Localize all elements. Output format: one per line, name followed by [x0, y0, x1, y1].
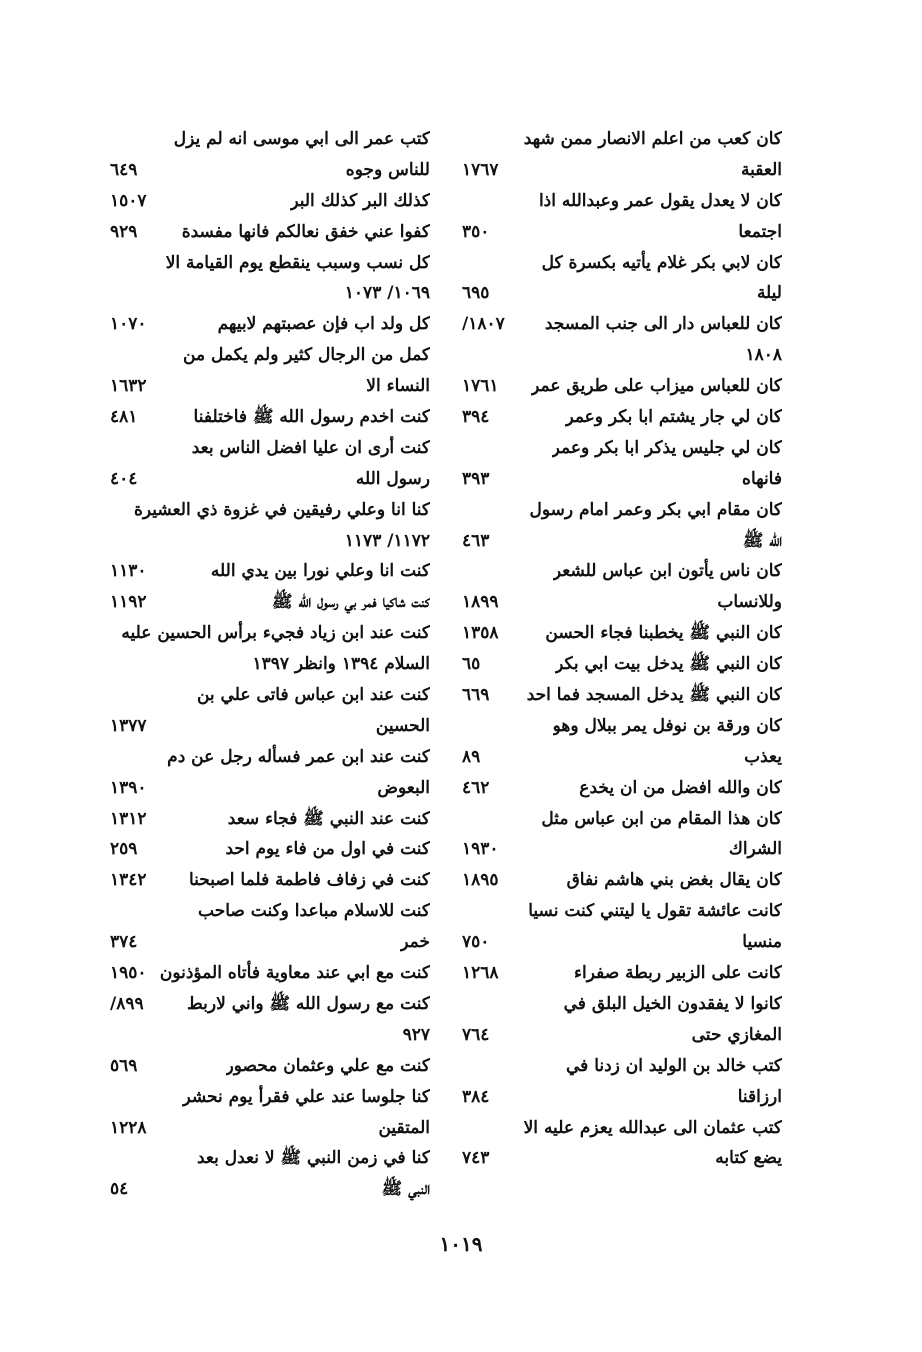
entry-text: كان والله افضل من ان يخدع	[579, 777, 782, 798]
index-entry-line	[462, 742, 782, 773]
index-entry-line	[462, 433, 782, 464]
index-entry-line	[110, 958, 430, 989]
entry-text: الله ﷺ	[742, 530, 782, 551]
entry-text: كان للعباس ميزاب على طريق عمر	[531, 376, 782, 397]
index-entry-line	[110, 464, 430, 495]
entry-number: ٤٦٢	[462, 777, 490, 798]
entry-text: كنت انا وعلي نورا بين يدي الله	[210, 561, 430, 582]
index-entry-line	[110, 1143, 430, 1174]
entry-text: ارزاقنا	[737, 1086, 782, 1107]
entry-text: كل ولد اب فإن عصبتهم لابيهم	[217, 314, 430, 335]
entry-number: ١١٣٠	[110, 561, 147, 582]
index-entry-line	[462, 927, 782, 958]
entry-text: النبي ﷺ	[381, 1179, 430, 1200]
index-entry-line	[110, 556, 430, 587]
entry-text: فانهاه	[742, 468, 782, 489]
entry-number: ١٥٠٧	[110, 190, 147, 211]
entry-number: ١٨٩٥	[462, 870, 499, 891]
entry-number: ٦٥	[462, 654, 481, 675]
entry-text: كان هذا المقام من ابن عباس مثل	[541, 808, 782, 829]
entry-number: ١٣٧٧	[110, 715, 147, 736]
entry-number: ١٣٩٠	[110, 777, 147, 798]
index-entry-line	[462, 896, 782, 927]
entry-text: كل نسب وسبب ينقطع يوم القيامة الا	[165, 252, 430, 273]
entry-text: كنت مع علي وعثمان محصور	[225, 1055, 430, 1076]
entry-text: وللانساب	[717, 592, 782, 613]
index-entry-line	[110, 371, 430, 402]
entry-text: يعذب	[744, 746, 782, 767]
entry-text: كنت للاسلام مباعدا وكنت صاحب	[198, 901, 430, 922]
entry-text: البعوض	[377, 777, 430, 798]
entry-text: منسيا	[742, 932, 782, 953]
entry-text: كنت عند ابن عباس فاتى علي بن	[196, 685, 430, 706]
entry-text: كان لي جار يشتم ابا بكر وعمر	[565, 407, 782, 428]
index-entry-line	[462, 309, 782, 340]
index-entry-line	[110, 309, 430, 340]
entry-text: كان النبي ﷺ يدخل المسجد فما احد	[526, 685, 782, 706]
index-entry-line	[110, 1051, 430, 1082]
entry-text: كتب عمر الى ابي موسى انه لم يزل	[173, 129, 430, 149]
index-entry-line	[462, 958, 782, 989]
index-entry-line	[110, 217, 430, 248]
index-entry-line	[110, 526, 430, 557]
entry-number: ٧٦٤	[462, 1024, 490, 1045]
entry-text: كان ناس يأتون ابن عباس للشعر	[552, 561, 782, 582]
index-entry-line	[462, 217, 782, 248]
entry-text: كان النبي ﷺ يخطبنا فجاء الحسن	[545, 623, 782, 644]
entry-number: ٤٨١	[110, 407, 138, 428]
entry-text: كانت عائشة تقول يا ليتني كنت نسيا	[528, 901, 782, 922]
index-entry-line	[462, 371, 782, 402]
entry-text: السلام ١٣٩٤ وانظر ١٣٩٧	[252, 654, 430, 675]
entry-text: اجتمعا	[738, 221, 782, 242]
entry-text: كنت شاكيا فمر بي رسول الله ﷺ	[272, 592, 430, 613]
entry-text: الحسين	[375, 715, 430, 736]
entry-text: ١٠٦٩/ ١٠٧٣	[344, 283, 430, 304]
index-entry-line	[110, 989, 430, 1020]
entry-text: كان لي جليس يذكر ابا بكر وعمر	[551, 437, 782, 458]
entry-number: ١٨٠٧/	[462, 314, 505, 335]
entry-text: كنت في زفاف فاطمة فلما اصبحنا	[188, 870, 430, 891]
entry-text: كنت مع ابي عند معاوية فأتاه المؤذنون	[159, 963, 430, 984]
entry-text: كنا جلوسا عند علي فقرأ يوم نحشر	[182, 1086, 430, 1107]
index-entry-line	[110, 1113, 430, 1144]
index-entry-line	[110, 278, 430, 309]
index-entry-line	[110, 618, 430, 649]
entry-text: رسول الله	[355, 468, 430, 489]
entry-number: ٦٤٩	[110, 159, 138, 180]
entry-text: كنت عند ابن عمر فسأله رجل عن دم	[167, 746, 430, 767]
entry-text: كان للعباس دار الى جنب المسجد	[544, 314, 782, 335]
entry-text: كذلك البر كذلك البر	[290, 190, 430, 211]
index-entry-line	[110, 1082, 430, 1113]
entry-text: ١٨٠٨	[745, 345, 782, 366]
entry-text: كان ورقة بن نوفل يمر ببلال وهو	[552, 715, 782, 736]
page-number: ١٠١٩	[439, 1232, 483, 1256]
entry-number: ٧٥٠	[462, 932, 490, 953]
index-entry-line	[110, 433, 430, 464]
index-entry-line	[110, 680, 430, 711]
entry-text: المتقين	[378, 1117, 430, 1138]
entry-number: ١٢٢٨	[110, 1117, 147, 1138]
index-entry-line	[462, 155, 782, 186]
entry-text: كنت في اول من فاء يوم احد	[225, 839, 430, 860]
entry-text: كانت على الزبير ربطة صفراء	[574, 963, 782, 984]
entry-number: ١٨٩٩	[462, 592, 499, 613]
entry-text: كنت عند النبي ﷺ فجاء سعد	[227, 808, 430, 829]
index-column-left	[110, 124, 430, 1205]
index-entry-line	[462, 773, 782, 804]
index-entry-line	[462, 834, 782, 865]
entry-number: ١٦٣٢	[110, 376, 147, 397]
entry-text: النساء الا	[366, 376, 430, 397]
index-entry-line	[462, 587, 782, 618]
index-entry-line	[462, 1051, 782, 1082]
entry-text: الشراك	[728, 839, 782, 860]
entry-text: كفوا عني خفق نعالكم فانها مفسدة	[181, 221, 430, 242]
index-entry-line	[462, 1113, 782, 1144]
index-entry-line	[462, 526, 782, 557]
entry-number: ٤٠٤	[110, 468, 138, 489]
entry-text: كتب خالد بن الوليد ان زدنا في	[565, 1055, 782, 1076]
index-entry-line	[462, 804, 782, 835]
entry-text: كان كعب من اعلم الانصار ممن شهد	[523, 129, 782, 149]
index-entry-line	[110, 896, 430, 927]
index-entry-line	[462, 618, 782, 649]
entry-number: ١٣١٢	[110, 808, 147, 829]
entry-number: ١٣٥٨	[462, 623, 499, 644]
entry-number: ١٠٧٠	[110, 314, 147, 335]
entry-number: ٦٦٩	[462, 685, 490, 706]
index-entry-line	[110, 834, 430, 865]
entry-number: ٨٩٩/	[110, 993, 144, 1014]
index-entry-line	[462, 556, 782, 587]
index-entry-line	[462, 680, 782, 711]
index-entry-line	[462, 278, 782, 309]
entry-text: كتب عثمان الى عبدالله يعزم عليه الا	[523, 1117, 782, 1138]
index-entry-line	[462, 1020, 782, 1051]
entry-text: كان لابي بكر غلام يأتيه بكسرة كل	[541, 252, 782, 273]
entry-text: يضع كتابه	[715, 1148, 782, 1169]
entry-number: ٣٩٣	[462, 468, 490, 489]
index-entry-line	[110, 1020, 430, 1051]
index-entry-line	[110, 155, 430, 186]
index-entry-line	[462, 865, 782, 896]
entry-number: ٣٧٤	[110, 932, 138, 953]
index-entry-line	[110, 742, 430, 773]
entry-text: كان النبي ﷺ يدخل بيت ابي بكر	[555, 654, 782, 675]
entry-text: كنت مع رسول الله ﷺ واني لاربط	[187, 993, 430, 1014]
index-entry-line	[462, 711, 782, 742]
entry-text: كان مقام ابي بكر وعمر امام رسول	[529, 499, 782, 520]
entry-text: ليلة	[756, 283, 782, 304]
entry-number: ١٩٥٠	[110, 963, 147, 984]
entry-number: ٣٥٠	[462, 221, 490, 242]
entry-number: ١٢٦٨	[462, 963, 499, 984]
index-entry-line	[462, 124, 782, 155]
entry-number: ١١٩٢	[110, 592, 147, 613]
entry-text: كنا انا وعلي رفيقين في غزوة ذي العشيرة	[134, 499, 430, 520]
entry-number: ٩٢٩	[110, 221, 138, 242]
index-entry-line	[110, 865, 430, 896]
index-column-right	[462, 124, 782, 1174]
entry-text: خمر	[400, 932, 430, 953]
index-entry-line	[462, 340, 782, 371]
index-entry-line	[110, 927, 430, 958]
entry-number: ١٣٤٢	[110, 870, 147, 891]
entry-number: ١٧٦٧	[462, 159, 499, 180]
entry-number: ٦٩٥	[462, 283, 490, 304]
entry-number: ٢٥٩	[110, 839, 138, 860]
index-entry-line	[462, 1143, 782, 1174]
entry-number: ٤٦٣	[462, 530, 490, 551]
entry-text: كان لا يعدل يقول عمر وعبدالله اذا	[538, 190, 782, 211]
index-entry-line	[462, 402, 782, 433]
index-entry-line	[462, 989, 782, 1020]
entry-number: ٨٩	[462, 746, 481, 767]
entry-text: كان يقال بغض بني هاشم نفاق	[566, 870, 782, 891]
index-entry-line	[110, 773, 430, 804]
entry-text: كمل من الرجال كثير ولم يكمل من	[183, 345, 430, 366]
entry-number: ٣٨٤	[462, 1086, 490, 1107]
index-entry-line	[110, 495, 430, 526]
index-entry-line	[462, 495, 782, 526]
index-entry-line	[110, 587, 430, 618]
entry-text: المغازي حتى	[691, 1024, 782, 1045]
index-entry-line	[110, 402, 430, 433]
index-entry-line	[110, 804, 430, 835]
entry-text: كنت اخدم رسول الله ﷺ فاختلفنا	[193, 407, 430, 428]
index-entry-line	[110, 186, 430, 217]
entry-text: ١١٧٢/ ١١٧٣	[344, 530, 430, 551]
index-entry-line	[110, 711, 430, 742]
entry-text: كنت أرى ان عليا افضل الناس بعد	[191, 437, 430, 458]
index-entry-line	[462, 186, 782, 217]
index-entry-line	[110, 649, 430, 680]
entry-number: ١٧٦١	[462, 376, 499, 397]
index-entry-line	[110, 248, 430, 279]
entry-text: ٩٢٧	[402, 1024, 430, 1045]
entry-number: ٥٦٩	[110, 1055, 138, 1076]
entry-text: العقبة	[741, 159, 782, 180]
index-entry-line	[462, 248, 782, 279]
index-entry-line	[110, 1174, 430, 1205]
index-entry-line	[462, 649, 782, 680]
entry-text: كنت عند ابن زياد فجيء برأس الحسين عليه	[121, 623, 430, 644]
index-entry-line	[110, 124, 430, 155]
entry-text: كنا في زمن النبي ﷺ لا نعدل بعد	[196, 1148, 430, 1169]
index-entry-line	[462, 1082, 782, 1113]
index-entry-line	[110, 340, 430, 371]
entry-number: ٧٤٣	[462, 1148, 490, 1169]
entry-number: ١٩٣٠	[462, 839, 499, 860]
entry-number: ٣٩٤	[462, 407, 490, 428]
entry-number: ٥٤	[110, 1179, 129, 1200]
entry-text: كانوا لا يفقدون الخيل البلق في	[563, 993, 782, 1014]
entry-text: للناس وجوه	[345, 159, 430, 180]
index-entry-line	[462, 464, 782, 495]
